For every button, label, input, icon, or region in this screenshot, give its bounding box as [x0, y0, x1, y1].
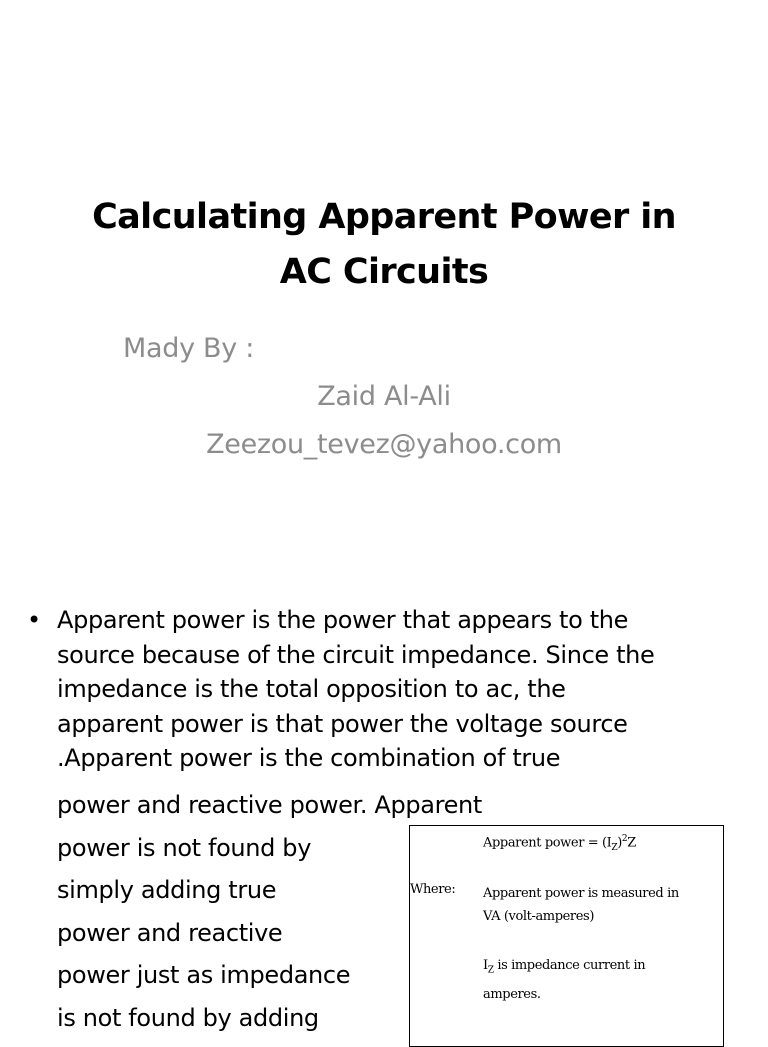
def-symbol-subscript: Z	[487, 965, 494, 976]
paragraph-line: power is not found by	[57, 833, 312, 862]
formula-close-paren: )	[617, 835, 622, 851]
content-slide	[0, 576, 768, 1032]
definition-line: amperes.	[483, 986, 541, 1002]
bullet-icon: •	[27, 606, 42, 634]
paragraph-line: source because of the circuit impedance. Since the	[57, 640, 655, 669]
def-text: is impedance current in	[493, 958, 646, 973]
author-name: Zaid Al-Ali	[317, 381, 451, 412]
paragraph-line: simply adding true	[57, 876, 277, 904]
paragraph-line: power and reactive power. Apparent	[57, 791, 482, 819]
definition-impedance-current	[483, 954, 703, 1006]
formula-box	[409, 825, 724, 1047]
apparent-power-formula	[483, 834, 636, 853]
slide-title	[40, 190, 728, 300]
paragraph-line: Apparent power is the power that appears to the	[57, 606, 629, 634]
paragraph-line: power and reactive	[57, 918, 283, 947]
formula-superscript: 2	[621, 834, 628, 844]
author-email: Zeezou_tevez@yahoo.com	[206, 429, 562, 460]
where-label: Where:	[410, 882, 456, 897]
title-line-1: Calculating Apparent Power in	[92, 197, 676, 237]
paragraph-line: is not found by adding	[57, 1003, 319, 1032]
definition-line	[483, 954, 703, 983]
definition-line: VA (volt-amperes)	[483, 909, 594, 924]
made-by-label: Mady By :	[123, 333, 255, 364]
formula-suffix: Z	[627, 835, 636, 851]
paragraph-line: .Apparent power is the combination of true	[57, 744, 561, 772]
paragraph-line: impedance is the total opposition to ac, the	[57, 675, 566, 703]
formula-subscript: Z	[611, 842, 618, 853]
formula-prefix: Apparent power = (I	[483, 835, 612, 851]
bullet-paragraph	[57, 603, 727, 776]
definition-apparent-power	[483, 882, 703, 928]
title-line-2: AC Circuits	[279, 252, 489, 292]
paragraph-line: power just as impedance	[57, 961, 351, 989]
paragraph-line: apparent power is that power the voltage source	[57, 709, 628, 738]
def-symbol: I	[483, 958, 488, 973]
definition-line: Apparent power is measured in	[483, 886, 679, 901]
